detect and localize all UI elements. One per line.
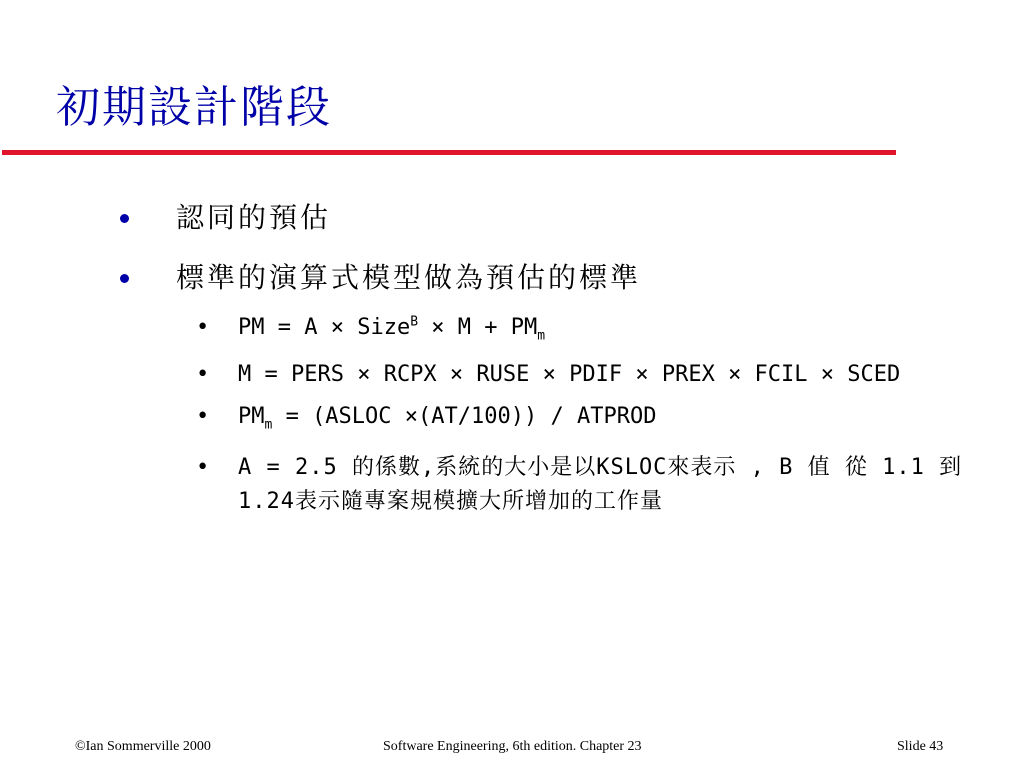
formula-superscript: B — [410, 314, 419, 330]
formula-subscript: m — [264, 417, 273, 433]
title-underline — [2, 150, 896, 155]
bullet-dot-icon — [120, 214, 129, 223]
footer-author: Ian Sommerville 2000 — [85, 739, 211, 754]
footer-slide-number: Slide 43 — [897, 739, 944, 754]
formula-pm — [238, 311, 984, 345]
sub-bullet-dot-icon: • — [196, 362, 210, 387]
formula-pmm — [238, 400, 984, 434]
formula-part: × M + PM — [418, 315, 538, 340]
sub-bullet-dot-icon: • — [196, 315, 210, 340]
formula-part: PM — [238, 404, 265, 429]
bullet-text: 認同的預估 — [176, 201, 332, 234]
sub-bullet-dot-icon: • — [196, 404, 210, 429]
formula-subscript: m — [537, 328, 546, 344]
bullet-text: 標準的演算式模型做為預估的標準 — [176, 261, 642, 294]
copyright-icon: © — [75, 739, 86, 754]
formula-part: = (ASLOC ×(AT/100)) / ATPROD — [272, 404, 657, 429]
formula-part: PM = A × Size — [238, 315, 411, 340]
formula-m: M = PERS × RCPX × RUSE × PDIF × PREX × FCIL × SCED — [238, 362, 901, 387]
footer-copyright — [75, 738, 211, 756]
footer-book: Software Engineering, 6th edition. Chapter 23 — [383, 739, 642, 754]
slide-title: 初期設計階段 — [56, 82, 332, 133]
bullet-dot-icon — [120, 274, 129, 283]
coefficient-description: A = 2.5 的係數,系統的大小是以KSLOC來表示 , B 值 從 1.1 到 1.24表示隨專案規模擴大所增加的工作量 — [238, 455, 963, 514]
sub-bullet-dot-icon: • — [196, 455, 210, 480]
